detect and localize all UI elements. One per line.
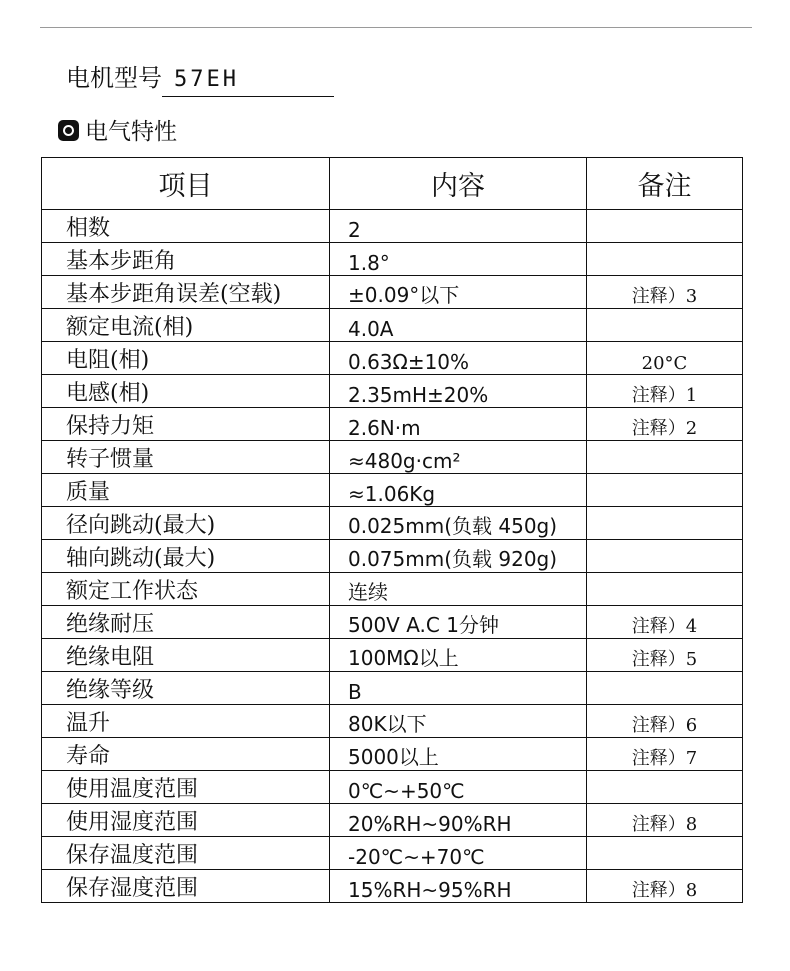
table-row bbox=[42, 804, 743, 837]
content-cell: 0.025mm(负载 450g) bbox=[330, 507, 587, 540]
table-row bbox=[42, 342, 743, 375]
note-cell bbox=[587, 474, 743, 507]
item-cell: 基本步距角误差(空载) bbox=[42, 276, 330, 309]
table-row bbox=[42, 837, 743, 870]
table-row bbox=[42, 870, 743, 903]
content-cell: ±0.09°以下 bbox=[330, 276, 587, 309]
note-cell: 注释）2 bbox=[587, 408, 743, 441]
table-row bbox=[42, 705, 743, 738]
item-cell: 保存湿度范围 bbox=[42, 870, 330, 903]
content-cell: 5000以上 bbox=[330, 738, 587, 771]
item-cell: 温升 bbox=[42, 705, 330, 738]
note-cell: 注释）8 bbox=[587, 870, 743, 903]
table-row bbox=[42, 738, 743, 771]
note-cell bbox=[587, 309, 743, 342]
table-row bbox=[42, 309, 743, 342]
note-cell bbox=[587, 573, 743, 606]
content-cell: 500V A.C 1分钟 bbox=[330, 606, 587, 639]
item-cell: 电感(相) bbox=[42, 375, 330, 408]
model-value: 57EH bbox=[162, 64, 334, 97]
item-cell: 绝缘耐压 bbox=[42, 606, 330, 639]
note-cell: 20°C bbox=[587, 342, 743, 375]
table-row bbox=[42, 375, 743, 408]
table-row bbox=[42, 474, 743, 507]
note-cell: 注释）5 bbox=[587, 639, 743, 672]
motor-model bbox=[66, 62, 334, 97]
content-cell: ≈1.06Kg bbox=[330, 474, 587, 507]
content-cell: 0℃~+50℃ bbox=[330, 771, 587, 804]
column-header-item: 项目 bbox=[42, 158, 330, 210]
item-cell: 基本步距角 bbox=[42, 243, 330, 276]
table-row bbox=[42, 540, 743, 573]
item-cell: 质量 bbox=[42, 474, 330, 507]
table-body bbox=[42, 210, 743, 903]
table-row bbox=[42, 672, 743, 705]
note-cell: 注释）3 bbox=[587, 276, 743, 309]
table-row bbox=[42, 276, 743, 309]
table-row bbox=[42, 210, 743, 243]
note-cell bbox=[587, 210, 743, 243]
table-row bbox=[42, 771, 743, 804]
item-cell: 轴向跳动(最大) bbox=[42, 540, 330, 573]
content-cell: 2 bbox=[330, 210, 587, 243]
item-cell: 相数 bbox=[42, 210, 330, 243]
section-title: 电气特性 bbox=[85, 119, 177, 145]
table-row bbox=[42, 573, 743, 606]
content-cell: 2.35mH±20% bbox=[330, 375, 587, 408]
table-row bbox=[42, 243, 743, 276]
content-cell: 100MΩ以上 bbox=[330, 639, 587, 672]
content-cell: 2.6N·m bbox=[330, 408, 587, 441]
table-row bbox=[42, 408, 743, 441]
electrical-specs-table bbox=[41, 157, 743, 903]
model-label: 电机型号 bbox=[66, 64, 162, 92]
item-cell: 额定工作状态 bbox=[42, 573, 330, 606]
content-cell: -20℃~+70℃ bbox=[330, 837, 587, 870]
item-cell: 额定电流(相) bbox=[42, 309, 330, 342]
content-cell: B bbox=[330, 672, 587, 705]
table-row bbox=[42, 441, 743, 474]
item-cell: 转子惯量 bbox=[42, 441, 330, 474]
note-cell bbox=[587, 243, 743, 276]
item-cell: 使用温度范围 bbox=[42, 771, 330, 804]
content-cell: 连续 bbox=[330, 573, 587, 606]
note-cell bbox=[587, 672, 743, 705]
content-cell: 15%RH~95%RH bbox=[330, 870, 587, 903]
item-cell: 保存温度范围 bbox=[42, 837, 330, 870]
note-cell bbox=[587, 441, 743, 474]
section-heading bbox=[58, 118, 177, 146]
content-cell: ≈480g·cm² bbox=[330, 441, 587, 474]
item-cell: 电阻(相) bbox=[42, 342, 330, 375]
item-cell: 绝缘等级 bbox=[42, 672, 330, 705]
note-cell: 注释）8 bbox=[587, 804, 743, 837]
note-cell: 注释）4 bbox=[587, 606, 743, 639]
item-cell: 保持力矩 bbox=[42, 408, 330, 441]
item-cell: 使用湿度范围 bbox=[42, 804, 330, 837]
item-cell: 绝缘电阻 bbox=[42, 639, 330, 672]
note-cell: 注释）7 bbox=[587, 738, 743, 771]
table-row bbox=[42, 507, 743, 540]
column-header-note: 备注 bbox=[587, 158, 743, 210]
note-cell: 注释）1 bbox=[587, 375, 743, 408]
content-cell: 0.075mm(负载 920g) bbox=[330, 540, 587, 573]
note-cell bbox=[587, 771, 743, 804]
note-cell bbox=[587, 540, 743, 573]
top-rule bbox=[40, 27, 752, 28]
content-cell: 80K以下 bbox=[330, 705, 587, 738]
note-cell bbox=[587, 507, 743, 540]
item-cell: 寿命 bbox=[42, 738, 330, 771]
table-row bbox=[42, 639, 743, 672]
table-row bbox=[42, 606, 743, 639]
content-cell: 1.8° bbox=[330, 243, 587, 276]
note-cell: 注释）6 bbox=[587, 705, 743, 738]
content-cell: 4.0A bbox=[330, 309, 587, 342]
content-cell: 0.63Ω±10% bbox=[330, 342, 587, 375]
content-cell: 20%RH~90%RH bbox=[330, 804, 587, 837]
target-icon bbox=[58, 120, 79, 141]
item-cell: 径向跳动(最大) bbox=[42, 507, 330, 540]
table-header-row bbox=[42, 158, 743, 210]
note-cell bbox=[587, 837, 743, 870]
column-header-content: 内容 bbox=[330, 158, 587, 210]
